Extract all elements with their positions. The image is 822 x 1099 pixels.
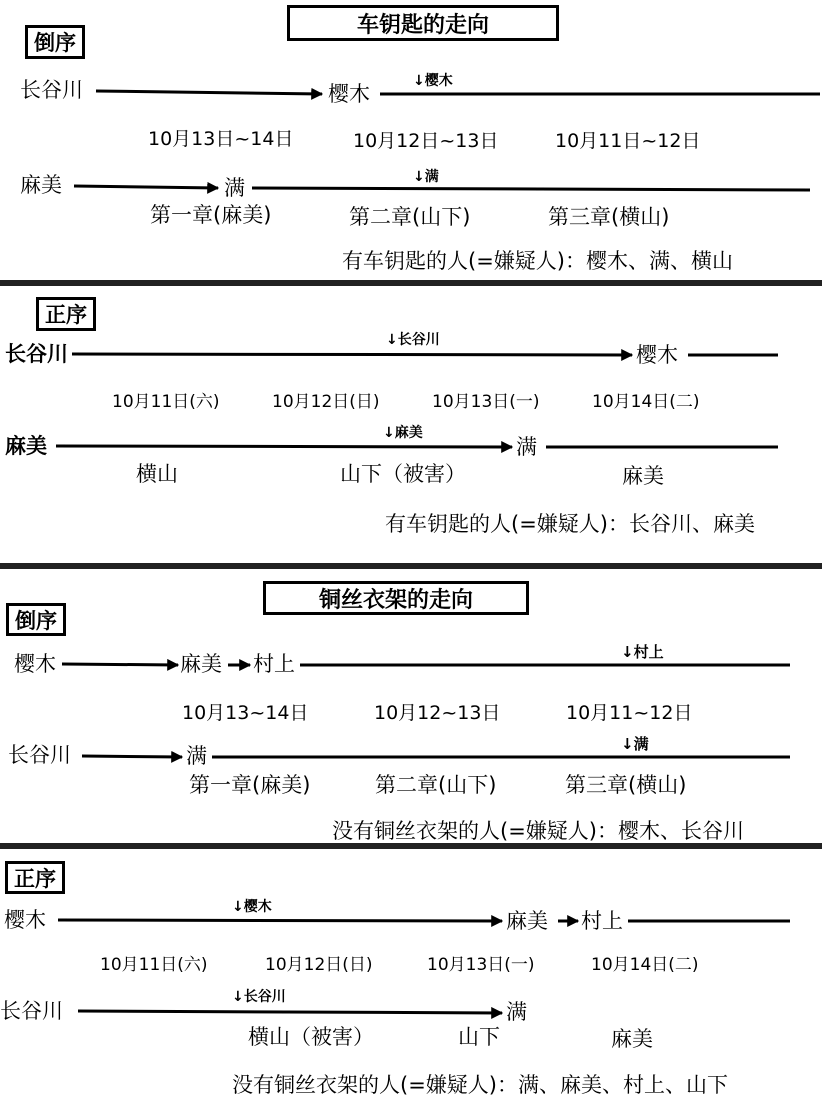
person-label: 村上 <box>581 909 623 933</box>
person-label: 山下（被害） <box>340 462 466 486</box>
chapter-label: 第三章(横山) <box>548 205 670 229</box>
date-label: 10月11日(六) <box>100 955 208 975</box>
order-tag: 倒序 <box>25 25 85 59</box>
timeline-arrow <box>74 186 218 188</box>
suspect-summary: 没有铜丝衣架的人(=嫌疑人)：樱木、长谷川 <box>332 819 744 843</box>
timeline-arrow <box>78 1011 502 1013</box>
chapter-label: 第一章(麻美) <box>189 773 311 797</box>
person-label: 满 <box>224 176 245 200</box>
section-divider <box>0 280 822 286</box>
suspect-summary: 没有铜丝衣架的人(=嫌疑人)：满、麻美、村上、山下 <box>232 1073 728 1097</box>
date-label: 10月11~12日 <box>566 702 693 724</box>
order-tag: 正序 <box>36 297 96 331</box>
person-label: 横山（被害） <box>248 1025 374 1049</box>
date-label: 10月12日(日) <box>272 392 380 412</box>
handover-note: ↓麻美 <box>383 425 423 441</box>
chapter-label: 第二章(山下) <box>375 773 497 797</box>
person-label: 麻美 <box>5 434 47 458</box>
timeline-arrow <box>72 354 632 355</box>
timeline-arrow <box>96 91 322 94</box>
handover-note: ↓满 <box>413 169 439 185</box>
section-divider <box>0 563 822 569</box>
date-label: 10月13日~14日 <box>148 128 294 150</box>
person-label: 村上 <box>253 652 295 676</box>
date-label: 10月12~13日 <box>374 702 501 724</box>
person-label: 长谷川 <box>20 78 83 102</box>
person-label: 麻美 <box>20 173 62 197</box>
date-label: 10月14日(二) <box>592 392 700 412</box>
chapter-label: 第二章(山下) <box>349 205 471 229</box>
date-label: 10月13~14日 <box>182 702 309 724</box>
person-label: 横山 <box>136 462 178 486</box>
chapter-label: 第三章(横山) <box>565 773 687 797</box>
panel-title: 车钥匙的走向 <box>287 5 559 41</box>
handover-note: ↓长谷川 <box>232 989 286 1005</box>
date-label: 10月11日(六) <box>112 392 220 412</box>
person-label: 麻美 <box>611 1027 653 1051</box>
date-label: 10月13日(一) <box>427 955 535 975</box>
person-label: 麻美 <box>622 464 664 488</box>
section-divider <box>0 843 822 849</box>
person-label: 樱木 <box>14 652 56 676</box>
handover-note: ↓村上 <box>621 643 664 661</box>
handover-note: ↓樱木 <box>413 73 453 89</box>
timeline-arrow <box>56 446 512 447</box>
date-label: 10月11日~12日 <box>555 130 701 152</box>
person-label: 长谷川 <box>5 342 68 366</box>
suspect-summary: 有车钥匙的人(=嫌疑人)：樱木、满、横山 <box>342 249 733 273</box>
person-label: 麻美 <box>506 909 548 933</box>
chapter-label: 第一章(麻美) <box>150 203 272 227</box>
person-label: 长谷川 <box>0 999 63 1023</box>
order-tag: 正序 <box>5 861 65 894</box>
date-label: 10月12日(日) <box>265 955 373 975</box>
person-label: 樱木 <box>4 908 46 932</box>
timeline-arrow <box>62 664 178 665</box>
handover-note: ↓长谷川 <box>386 332 440 348</box>
person-label: 满 <box>506 1000 527 1024</box>
timeline-line <box>252 188 810 190</box>
person-label: 樱木 <box>328 82 370 106</box>
person-label: 山下 <box>458 1025 500 1049</box>
order-tag: 倒序 <box>6 603 66 636</box>
date-label: 10月12日~13日 <box>353 130 499 152</box>
suspect-summary: 有车钥匙的人(=嫌疑人)：长谷川、麻美 <box>385 512 755 536</box>
person-label: 麻美 <box>180 652 222 676</box>
handover-note: ↓满 <box>621 735 649 753</box>
date-label: 10月13日(一) <box>432 392 540 412</box>
date-label: 10月14日(二) <box>591 955 699 975</box>
person-label: 满 <box>516 435 537 459</box>
timeline-arrow <box>58 920 502 921</box>
person-label: 满 <box>186 744 207 768</box>
person-label: 樱木 <box>636 343 678 367</box>
handover-note: ↓樱木 <box>232 899 272 915</box>
person-label: 长谷川 <box>8 743 71 767</box>
timeline-arrow <box>82 756 182 757</box>
panel-title: 铜丝衣架的走向 <box>263 581 529 615</box>
